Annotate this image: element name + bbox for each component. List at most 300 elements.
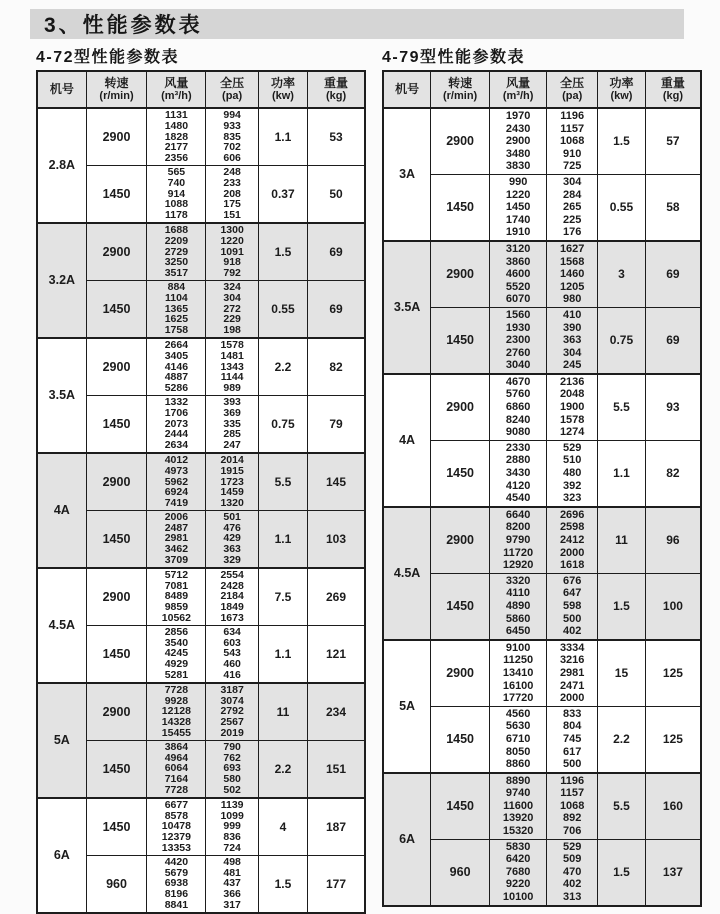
flow-value: 740 (167, 176, 186, 189)
flow-value: 1740 (505, 213, 531, 226)
pressure-value: 1915 (220, 464, 244, 477)
flow-value: 9740 (505, 787, 531, 800)
pressure-value: 833 (563, 707, 582, 720)
table-row (37, 338, 365, 395)
pressure-value: 989 (223, 382, 241, 395)
table-row (383, 374, 701, 440)
weight-cell: 69 (308, 223, 365, 280)
header-unit: (m³/h) (161, 89, 192, 102)
flow-value: 7728 (164, 784, 189, 797)
speed-cell: 2900 (86, 453, 147, 510)
weight-cell: 177 (308, 855, 365, 912)
pressure-value: 470 (563, 865, 582, 878)
weight-cell: 145 (308, 453, 365, 510)
pressure-values-cell (547, 307, 598, 373)
flow-value: 4012 (164, 453, 189, 466)
flow-value: 3864 (164, 740, 189, 753)
power-cell: 2.2 (598, 706, 646, 772)
flow-value: 2900 (505, 135, 531, 148)
power-cell: 3 (598, 241, 646, 307)
flow-value: 1706 (164, 406, 189, 419)
pressure-value: 2554 (220, 568, 244, 581)
pressure-value: 392 (563, 479, 582, 492)
pressure-value: 598 (563, 599, 582, 612)
pressure-value: 1849 (220, 601, 244, 614)
power-cell: 5.5 (598, 773, 646, 839)
flow-values-cell (490, 307, 547, 373)
pressure-value: 1900 (559, 401, 585, 414)
flow-value: 2330 (505, 441, 531, 454)
flow-value: 914 (167, 187, 186, 200)
speed-cell: 1450 (431, 706, 490, 772)
flow-values-cell (490, 640, 547, 706)
pressure-value: 762 (223, 751, 241, 764)
flow-value: 1104 (164, 291, 188, 304)
tables-row (0, 42, 720, 914)
header-label: 功率 (270, 75, 295, 90)
flow-value: 565 (167, 165, 186, 178)
pressure-values-cell (206, 798, 258, 855)
header-label: 风量 (164, 75, 189, 90)
flow-value: 1088 (164, 198, 189, 211)
pressure-values-cell (547, 573, 598, 639)
flow-value: 1910 (505, 226, 531, 239)
flow-value: 8890 (505, 774, 531, 787)
pressure-value: 481 (223, 866, 241, 879)
flow-values-cell (147, 280, 206, 337)
flow-value: 2444 (164, 428, 189, 441)
pressure-value: 693 (223, 762, 241, 775)
pressure-value: 2471 (559, 679, 585, 692)
pressure-value: 229 (223, 313, 241, 326)
weight-cell: 151 (308, 740, 365, 797)
speed-cell: 1450 (431, 307, 490, 373)
pressure-value: 724 (223, 842, 241, 854)
header-cell-5 (645, 71, 701, 108)
pressure-value: 502 (223, 784, 241, 797)
weight-cell: 125 (645, 640, 701, 706)
pressure-values-cell (206, 165, 258, 222)
table-row (383, 507, 701, 573)
pressure-value: 580 (223, 773, 241, 786)
pressure-value: 284 (563, 188, 582, 201)
flow-value: 3709 (164, 554, 189, 567)
pressure-value: 1091 (220, 245, 244, 258)
weight-cell: 82 (645, 440, 701, 506)
pressure-value: 245 (563, 359, 582, 372)
pressure-value: 366 (223, 888, 241, 901)
flow-values-cell (490, 440, 547, 506)
flow-value: 14328 (161, 716, 191, 729)
pressure-value: 1068 (559, 135, 585, 148)
flow-value: 11250 (503, 654, 534, 667)
speed-cell: 2900 (86, 223, 147, 280)
flow-values-cell (490, 706, 547, 772)
pressure-value: 792 (223, 267, 241, 280)
pressure-values-cell (547, 241, 598, 307)
pressure-value: 247 (223, 439, 241, 452)
header-label: 重量 (660, 75, 685, 90)
weight-cell: 82 (308, 338, 365, 395)
flow-value: 2073 (164, 417, 189, 430)
flow-value: 13920 (502, 812, 534, 825)
speed-cell: 1450 (86, 165, 147, 222)
table-row (37, 855, 365, 912)
flow-values-cell (147, 165, 206, 222)
power-cell: 1.5 (598, 108, 646, 174)
pressure-values-cell (547, 440, 598, 506)
pressure-value: 725 (563, 160, 582, 173)
flow-value: 5281 (164, 669, 189, 682)
power-cell: 0.55 (258, 280, 307, 337)
flow-values-cell (147, 395, 206, 452)
pressure-value: 429 (223, 532, 241, 545)
pressure-value: 606 (223, 152, 241, 165)
flow-values-cell (490, 839, 547, 905)
power-cell: 1.1 (598, 440, 646, 506)
pressure-value: 1723 (220, 475, 244, 488)
header-unit: (r/min) (99, 89, 134, 102)
pressure-value: 1320 (220, 497, 244, 510)
header-cell-3 (206, 71, 258, 108)
table-row (383, 108, 701, 174)
header-cell-5 (308, 71, 365, 108)
header-label: 转速 (104, 75, 129, 90)
speed-cell: 1450 (431, 573, 490, 639)
header-cell-1 (86, 71, 147, 108)
flow-value: 3040 (505, 359, 531, 372)
power-cell: 1.5 (598, 839, 646, 905)
pressure-value: 2184 (220, 590, 244, 603)
table-row (383, 241, 701, 307)
model-cell: 3.5A (37, 338, 86, 453)
pressure-value: 480 (563, 467, 582, 480)
flow-value: 6677 (164, 798, 189, 811)
weight-cell: 93 (645, 374, 701, 440)
weight-cell: 187 (308, 798, 365, 855)
pressure-value: 208 (223, 187, 241, 200)
pressure-values-cell (206, 453, 258, 510)
header-cell-4 (598, 71, 646, 108)
pressure-value: 402 (563, 625, 582, 638)
flow-value: 9928 (164, 694, 189, 707)
pressure-value: 3334 (559, 641, 585, 654)
weight-cell: 53 (308, 108, 365, 165)
pressure-values-cell (206, 395, 258, 452)
header-label: 全压 (220, 75, 245, 90)
pressure-value: 1196 (560, 774, 585, 787)
pressure-value: 304 (563, 175, 582, 188)
speed-cell: 2900 (86, 108, 147, 165)
flow-value: 13410 (502, 666, 534, 679)
table-column-4-79 (382, 42, 702, 914)
weight-cell: 103 (308, 510, 365, 567)
header-unit: (kw) (271, 89, 294, 102)
pressure-values-cell (206, 625, 258, 682)
pressure-value: 324 (223, 280, 241, 293)
flow-values-cell (490, 108, 547, 174)
table-row (383, 440, 701, 506)
speed-cell: 1450 (86, 740, 147, 797)
weight-cell: 58 (645, 174, 701, 240)
flow-value: 6860 (505, 401, 531, 414)
flow-value: 7680 (505, 865, 531, 878)
flow-value: 4110 (506, 587, 531, 600)
flow-value: 6450 (505, 625, 531, 638)
header-cell-4 (258, 71, 307, 108)
power-cell: 7.5 (258, 568, 307, 625)
weight-cell: 100 (645, 573, 701, 639)
flow-value: 4929 (164, 658, 189, 671)
flow-value: 1560 (505, 308, 531, 321)
model-cell: 4.5A (383, 507, 431, 640)
model-cell: 3.5A (383, 241, 431, 374)
pressure-value: 835 (223, 130, 241, 143)
speed-cell: 1450 (86, 395, 147, 452)
pressure-value: 1578 (559, 413, 585, 426)
pressure-value: 1099 (220, 809, 244, 822)
pressure-value: 1300 (220, 223, 244, 236)
pressure-value: 892 (563, 812, 582, 825)
table-header (383, 71, 701, 108)
pressure-value: 460 (223, 658, 241, 671)
pressure-values-cell (206, 568, 258, 625)
flow-values-cell (147, 568, 206, 625)
power-cell: 2.2 (258, 740, 307, 797)
header-cell-2 (147, 71, 206, 108)
pressure-value: 329 (223, 554, 241, 567)
pressure-values-cell (547, 706, 598, 772)
model-cell: 2.8A (37, 108, 86, 223)
flow-value: 3860 (505, 255, 531, 268)
flow-value: 2880 (505, 454, 531, 467)
speed-cell: 2900 (431, 507, 490, 573)
flow-value: 2634 (164, 439, 189, 452)
pressure-value: 304 (563, 346, 582, 359)
header-cell-2 (490, 71, 547, 108)
pressure-value: 647 (563, 587, 582, 600)
pressure-value: 980 (563, 293, 582, 306)
flow-value: 3430 (505, 467, 531, 480)
table-title-4-72: 4-72型性能参数表 (36, 49, 180, 66)
flow-value: 2760 (505, 346, 531, 359)
flow-value: 7419 (164, 497, 189, 510)
flow-value: 12379 (161, 831, 191, 844)
pressure-value: 1343 (220, 360, 244, 373)
flow-value: 8200 (505, 521, 531, 534)
speed-cell: 1450 (86, 625, 147, 682)
flow-value: 990 (508, 175, 528, 188)
flow-values-cell (147, 223, 206, 280)
flow-values-cell (490, 374, 547, 440)
power-cell: 2.2 (258, 338, 307, 395)
catalog-page (0, 9, 720, 911)
flow-value: 1930 (505, 321, 531, 334)
model-cell: 3.2A (37, 223, 86, 338)
pressure-value: 603 (223, 636, 241, 649)
flow-value: 1625 (164, 313, 189, 326)
flow-value: 6064 (164, 762, 189, 775)
pressure-values-cell (547, 839, 598, 905)
speed-cell: 960 (431, 839, 490, 905)
power-cell: 15 (598, 640, 646, 706)
speed-cell: 1450 (86, 280, 147, 337)
flow-value: 11600 (503, 799, 534, 812)
table-row (37, 223, 365, 280)
flow-values-cell (147, 683, 206, 740)
pressure-value: 1673 (220, 612, 244, 625)
pressure-values-cell (547, 507, 598, 573)
pressure-value: 510 (563, 454, 582, 467)
pressure-value: 335 (223, 417, 241, 430)
flow-value: 10562 (161, 612, 191, 625)
flow-value: 1365 (164, 302, 189, 315)
flow-value: 6420 (505, 853, 531, 866)
pressure-value: 175 (223, 198, 241, 211)
pressure-value: 476 (223, 521, 241, 534)
pressure-value: 2428 (220, 579, 244, 592)
pressure-value: 1144 (220, 371, 244, 384)
weight-cell: 57 (645, 108, 701, 174)
flow-value: 6710 (505, 732, 531, 745)
pressure-value: 1460 (559, 268, 585, 281)
flow-value: 1758 (164, 324, 189, 337)
flow-value: 5962 (164, 475, 189, 488)
table-row (37, 568, 365, 625)
table-body (37, 108, 365, 913)
speed-cell: 1450 (86, 510, 147, 567)
performance-table-4-79 (382, 70, 702, 907)
pressure-value: 500 (563, 612, 582, 625)
pressure-value: 529 (563, 441, 582, 454)
pressure-value: 225 (563, 213, 582, 226)
flow-value: 9859 (164, 601, 189, 614)
header-row (383, 71, 701, 108)
header-unit: (kg) (662, 89, 683, 102)
table-row (37, 510, 365, 567)
pressure-value: 918 (223, 256, 241, 269)
table-row (37, 740, 365, 797)
weight-cell: 137 (645, 839, 701, 905)
flow-value: 2487 (164, 521, 189, 534)
power-cell: 11 (258, 683, 307, 740)
header-cell-0 (37, 71, 86, 108)
flow-value: 8841 (164, 898, 189, 911)
pressure-values-cell (547, 174, 598, 240)
flow-values-cell (147, 510, 206, 567)
pressure-value: 2000 (559, 692, 585, 705)
flow-values-cell (490, 174, 547, 240)
pressure-value: 1481 (220, 349, 244, 362)
weight-cell: 69 (645, 307, 701, 373)
table-row (383, 773, 701, 839)
pressure-values-cell (547, 773, 598, 839)
pressure-value: 233 (223, 176, 241, 189)
speed-cell: 2900 (431, 374, 490, 440)
table-row (383, 307, 701, 373)
header-unit: (kw) (610, 89, 633, 102)
pressure-value: 363 (563, 334, 582, 347)
section-title-bar (30, 9, 684, 39)
power-cell: 0.75 (598, 307, 646, 373)
flow-value: 1131 (164, 109, 188, 121)
flow-value: 10478 (161, 820, 191, 833)
flow-value: 1220 (505, 188, 531, 201)
flow-value: 2006 (164, 510, 189, 523)
table-row (383, 640, 701, 706)
flow-value: 1970 (505, 110, 531, 122)
model-cell: 3A (383, 108, 431, 241)
header-unit: (r/min) (442, 89, 478, 102)
flow-value: 3517 (164, 267, 189, 280)
pressure-value: 304 (223, 291, 241, 304)
pressure-value: 402 (563, 878, 582, 891)
flow-value: 7164 (164, 773, 189, 786)
flow-value: 3250 (164, 256, 189, 269)
flow-value: 7728 (164, 683, 189, 696)
pressure-values-cell (206, 280, 258, 337)
pressure-value: 3216 (559, 654, 585, 667)
pressure-value: 617 (563, 745, 582, 758)
flow-value: 15455 (161, 727, 191, 740)
flow-value: 1480 (164, 119, 189, 132)
pressure-value: 1627 (559, 242, 585, 255)
header-unit: (m³/h) (502, 89, 534, 102)
pressure-value: 676 (563, 574, 582, 587)
pressure-value: 2412 (559, 534, 585, 546)
weight-cell: 125 (645, 706, 701, 772)
flow-value: 9100 (505, 641, 531, 654)
flow-values-cell (147, 740, 206, 797)
power-cell: 0.75 (258, 395, 307, 452)
pressure-value: 248 (223, 165, 241, 178)
flow-value: 12920 (502, 559, 534, 572)
weight-cell: 69 (645, 241, 701, 307)
pressure-value: 2048 (559, 388, 585, 401)
flow-value: 3540 (164, 636, 189, 649)
pressure-values-cell (206, 855, 258, 912)
flow-value: 4540 (505, 492, 531, 505)
table-row (37, 453, 365, 510)
pressure-value: 317 (223, 898, 241, 911)
header-unit: (pa) (562, 89, 583, 102)
pressure-value: 1274 (559, 426, 585, 439)
flow-values-cell (147, 625, 206, 682)
header-cell-1 (431, 71, 490, 108)
pressure-value: 2136 (559, 375, 585, 388)
weight-cell: 69 (308, 280, 365, 337)
pressure-value: 1157 (560, 122, 585, 135)
table-row (37, 798, 365, 855)
flow-values-cell (147, 338, 206, 395)
table-title-4-79: 4-79型性能参数表 (382, 49, 526, 66)
table-row (37, 395, 365, 452)
flow-value: 3480 (505, 147, 531, 160)
pressure-value: 933 (223, 119, 241, 132)
flow-value: 3830 (505, 160, 531, 173)
header-label: 机号 (49, 82, 74, 96)
flow-values-cell (490, 573, 547, 639)
pressure-value: 994 (223, 109, 241, 121)
weight-cell: 79 (308, 395, 365, 452)
pressure-values-cell (206, 108, 258, 165)
flow-value: 15320 (502, 825, 534, 838)
power-cell: 4 (258, 798, 307, 855)
model-cell: 4A (383, 374, 431, 507)
header-label: 机号 (395, 82, 420, 96)
table-header (37, 71, 365, 108)
power-cell: 1.1 (258, 510, 307, 567)
